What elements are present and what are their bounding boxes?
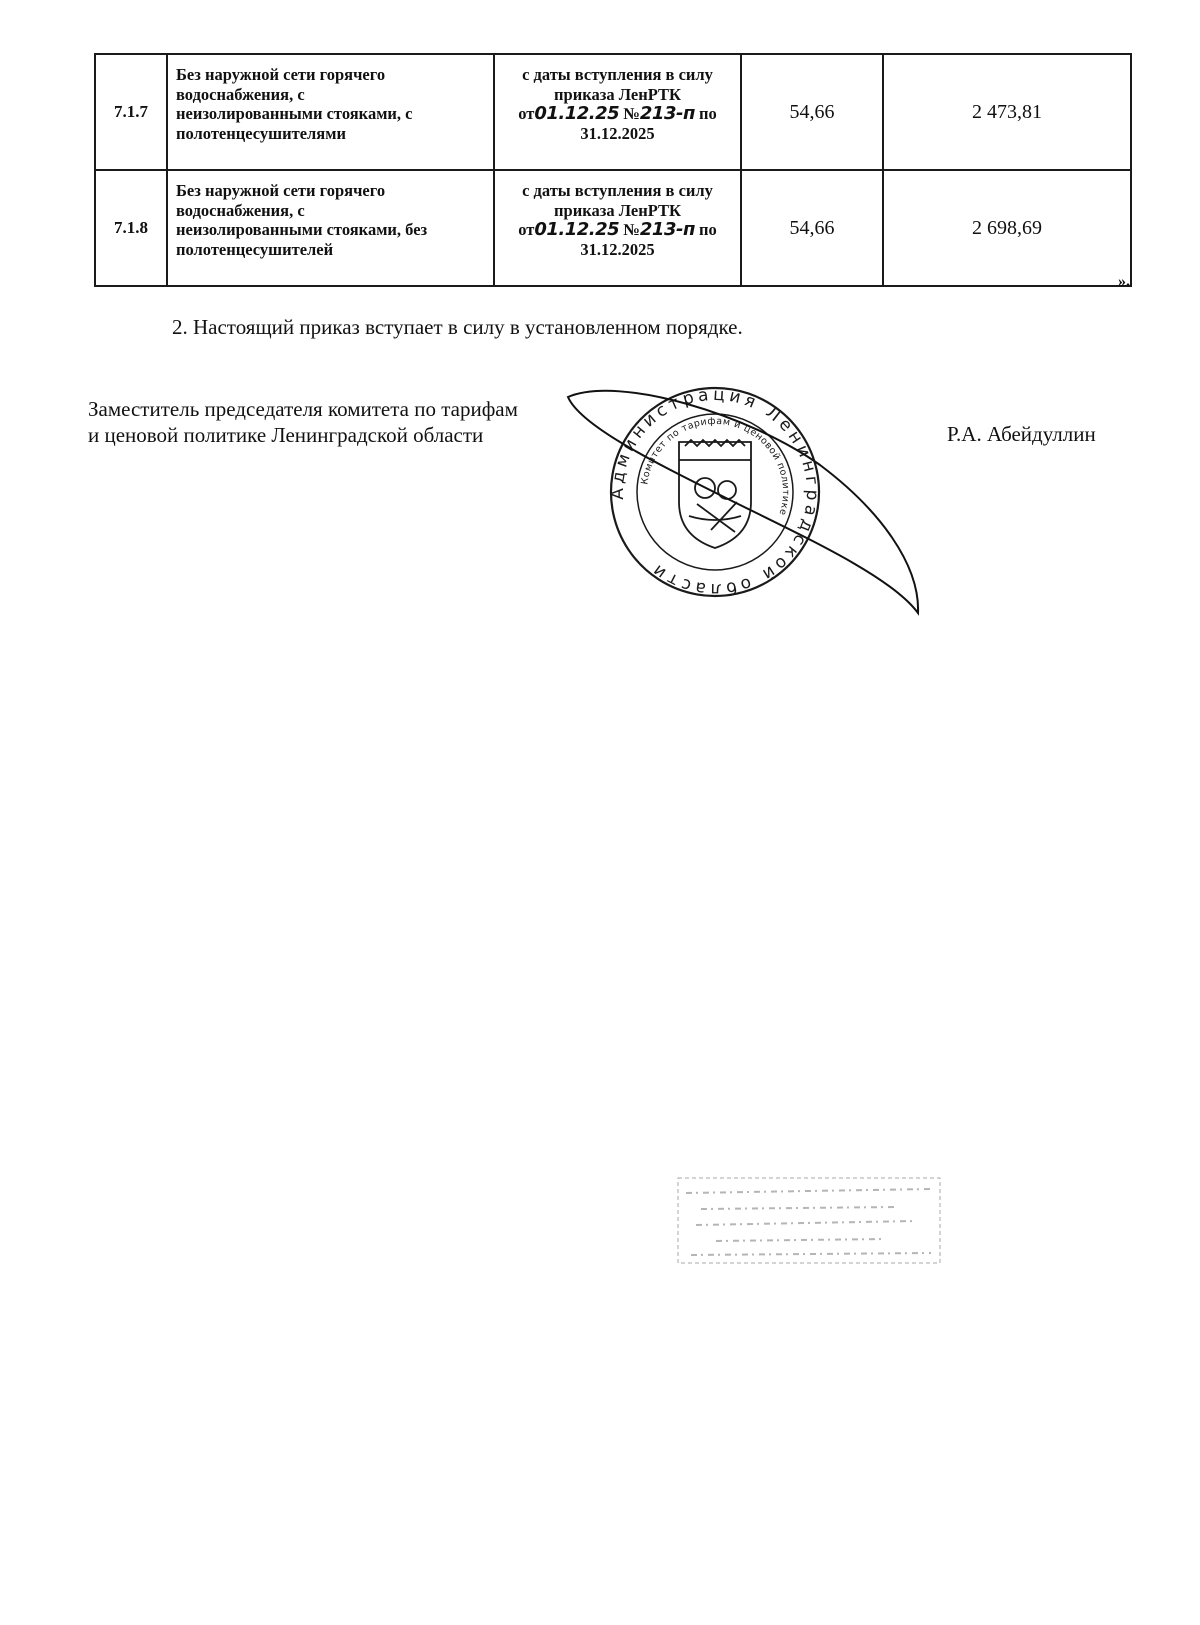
row-description: Без наружной сети горячего водоснабжения, с неизолированными стояками, без полотенцесушителей <box>167 170 494 286</box>
row-period: с даты вступления в силу приказа ЛенРТК от01.12.25 №213-п по 31.12.2025 <box>494 54 741 170</box>
official-seal <box>560 355 970 645</box>
handwritten-date: 01.12.25 <box>534 103 620 124</box>
closing-quote: ». <box>1118 273 1130 290</box>
row-value-2: 2 698,69 <box>883 170 1131 286</box>
row-value-2: 2 473,81 <box>883 54 1131 170</box>
tariff-table <box>94 53 1132 287</box>
table-row <box>95 54 1131 170</box>
seal-inner-text: Комитет по тарифам и ценовой политике <box>639 415 792 517</box>
handwritten-number: 213-п <box>639 103 695 124</box>
faint-registration-stamp <box>676 1175 946 1270</box>
row-period: с даты вступления в силу приказа ЛенРТК от01.12.25 №213-п по 31.12.2025 <box>494 170 741 286</box>
row-value-1: 54,66 <box>741 54 883 170</box>
table-row <box>95 170 1131 286</box>
seal-outer-text: Администрация Ленинградской области <box>607 384 823 600</box>
row-code: 7.1.7 <box>95 54 167 170</box>
coat-of-arms-icon <box>679 440 751 548</box>
signatory-name: Р.А. Абейдуллин <box>947 422 1096 446</box>
row-description: Без наружной сети горячего водоснабжения, с неизолированными стояками, с полотенцесушителями <box>167 54 494 170</box>
handwritten-number: 213-п <box>639 219 695 240</box>
clause-text: 2. Настоящий приказ вступает в силу в установленном порядке. <box>172 315 743 339</box>
signatory-title: Заместитель председателя комитета по тарифам и ценовой политике Ленинградской области <box>88 397 518 447</box>
handwritten-date: 01.12.25 <box>534 219 620 240</box>
row-code: 7.1.8 <box>95 170 167 286</box>
row-value-1: 54,66 <box>741 170 883 286</box>
